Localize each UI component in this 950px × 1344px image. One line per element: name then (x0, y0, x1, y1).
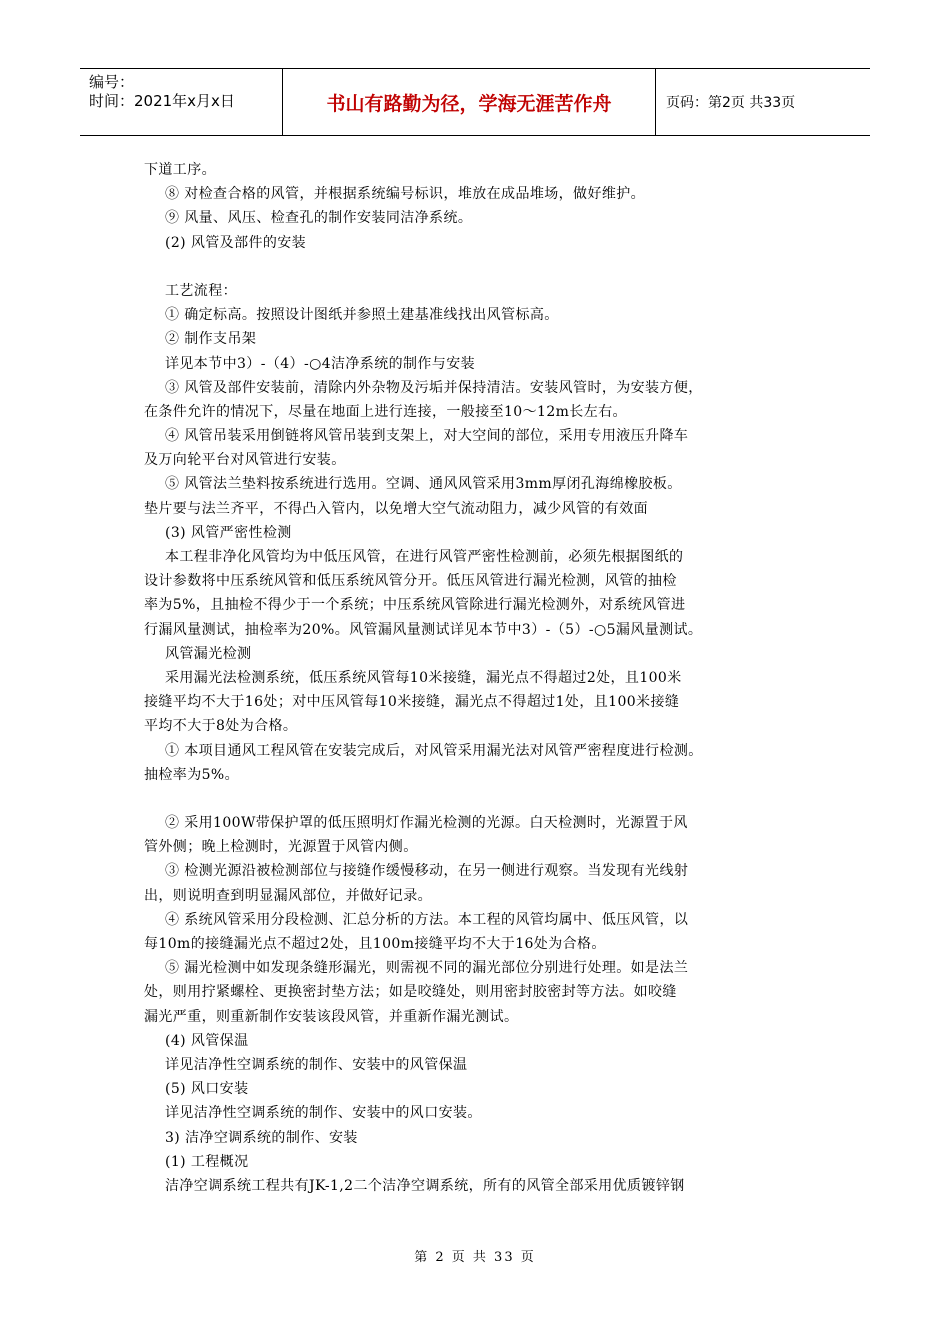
text-line: 平均不大于8处为合格。 (144, 718, 298, 735)
document-body (144, 158, 809, 1198)
text-line: 垫片要与法兰齐平，不得凸入管内，以免增大空气流动阻力，减少风管的有效面 (144, 500, 648, 517)
page-header (80, 68, 870, 136)
text-line: (3) 风管严密性检测 (165, 524, 292, 541)
text-line: ⑤ 漏光检测中如发现条缝形漏光，则需视不同的漏光部位分别进行处理。如是法兰 (165, 960, 689, 977)
header-motto: 书山有路勤为径，学海无涯苦作舟 (283, 69, 656, 135)
text-line: ② 制作支吊架 (165, 331, 257, 348)
text-line: 3) 洁净空调系统的制作、安装 (165, 1129, 358, 1146)
text-line: ③ 风管及部件安装前，清除内外杂物及污垢并保持清洁。安装风管时，为安装方便， (165, 379, 703, 396)
text-line: 风管漏光检测 (165, 645, 252, 662)
text-line: 及万向轮平台对风管进行安装。 (144, 452, 346, 469)
text-line: (2) 风管及部件的安装 (165, 234, 307, 251)
text-line: 洁净空调系统工程共有JK-1,2二个洁净空调系统，所有的风管全部采用优质镀锌钢 (165, 1177, 685, 1194)
text-line: ② 采用100W带保护罩的低压照明灯作漏光检测的光源。白天检测时，光源置于风 (165, 815, 688, 832)
header-info-cell (80, 69, 283, 135)
text-line: 下道工序。 (144, 162, 216, 178)
text-line: 管外侧；晚上检测时，光源置于风管内侧。 (144, 839, 418, 856)
text-line: 接缝平均不大于16处；对中压风管每10米接缝，漏光点不得超过1处，且100米接缝 (144, 694, 680, 711)
text-line: 抽检率为5%。 (144, 766, 240, 783)
text-line: ④ 系统风管采用分段检测、汇总分析的方法。本工程的风管均属中、低压风管，以 (165, 911, 689, 928)
text-line: 工艺流程： (165, 282, 237, 299)
header-page-label: 页码：第2页 共33页 (666, 95, 796, 111)
text-line: ③ 检测光源沿被检测部位与接缝作缓慢移动，在另一侧进行观察。当发现有光线射 (165, 863, 689, 880)
text-line: (4) 风管保温 (165, 1032, 249, 1049)
blank-line (144, 255, 809, 279)
text-line: 率为5%，且抽检不得少于一个系统；中压系统风管除进行漏光检测外，对系统风管进 (144, 597, 686, 614)
text-line: 每10m的接缝漏光点不超过2处，且100m接缝平均不大于16处为合格。 (144, 936, 606, 952)
number-label: 编号： (89, 73, 135, 91)
text-line: 本工程非净化风管均为中低压风管，在进行风管严密性检测前，必须先根据图纸的 (165, 549, 684, 565)
blank-line (144, 787, 809, 811)
text-line: ⑨ 风量、风压、检查孔的制作安装同洁净系统。 (165, 210, 473, 227)
text-line: 处，则用拧紧螺栓、更换密封垫方法；如是咬缝处，则用密封胶密封等方法。如咬缝 (144, 984, 677, 1001)
text-line: 在条件允许的情况下，尽量在地面上进行连接，一般接至10～12m长左右。 (144, 403, 627, 420)
text-line: 采用漏光法检测系统，低压系统风管每10米接缝，漏光点不得超过2处，且100米 (165, 669, 682, 686)
text-line: ⑤ 风管法兰垫料按系统进行选用。空调、通风风管采用3mm厚闭孔海绵橡胶板。 (165, 476, 682, 493)
time-label: 时间：2021年x月x日 (89, 92, 235, 110)
text-line: 设计参数将中压系统风管和低压系统风管分开。低压风管进行漏光检测，风管的抽检 (144, 573, 677, 590)
text-line: 详见本节中3）-（4）-○4洁净系统的制作与安装 (165, 355, 475, 372)
text-line: ④ 风管吊装采用倒链将风管吊装到支架上，对大空间的部位，采用专用液压升降车 (165, 428, 689, 445)
text-line: (5) 风口安装 (165, 1081, 249, 1098)
text-line: ① 确定标高。按照设计图纸并参照土建基准线找出风管标高。 (165, 307, 559, 324)
text-line: ① 本项目通风工程风管在安装完成后，对风管采用漏光法对风管严密程度进行检测。 (165, 742, 703, 759)
text-line: 出，则说明查到明显漏风部位，并做好记录。 (144, 887, 432, 904)
text-line: 详见洁净性空调系统的制作、安装中的风管保温 (165, 1056, 468, 1073)
page-footer: 第 2 页 共 33 页 (414, 1250, 536, 1265)
text-line: ⑧ 对检查合格的风管，并根据系统编号标识，堆放在成品堆场，做好维护。 (165, 186, 646, 203)
text-line: 漏光严重，则重新制作安装该段风管，并重新作漏光测试。 (144, 1008, 519, 1025)
text-line: 行漏风量测试，抽检率为20%。风管漏风量测试详见本节中3）-（5）-○5漏风量测试。 (144, 621, 703, 638)
text-line: (1) 工程概况 (165, 1153, 249, 1170)
text-line: 详见洁净性空调系统的制作、安装中的风口安装。 (165, 1105, 482, 1122)
